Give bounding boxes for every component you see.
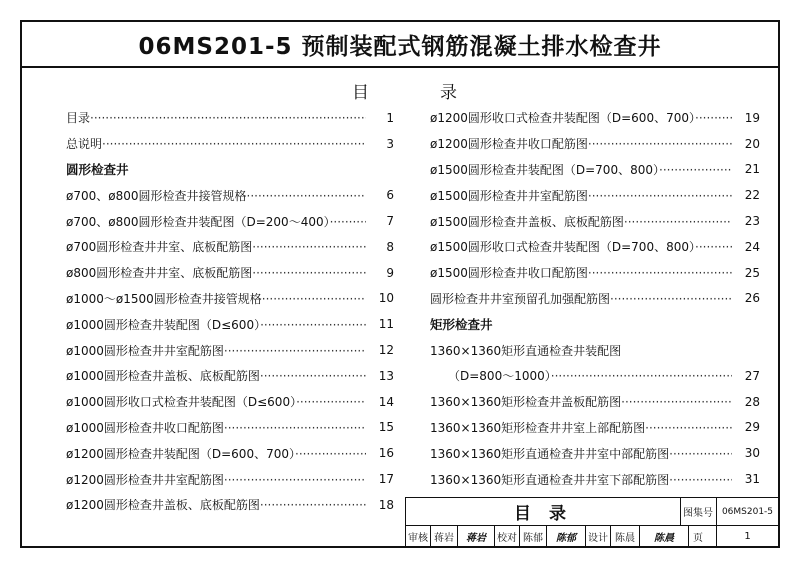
toc-entry-title: ø1000圆形检查井收口配筋图 ····· bbox=[66, 419, 366, 436]
toc-entry bbox=[66, 311, 394, 337]
atlas-number-value: 06MS201-5 bbox=[716, 498, 779, 526]
toc-entry bbox=[430, 234, 760, 260]
toc-entry bbox=[66, 105, 394, 131]
toc-entry bbox=[430, 131, 760, 157]
toc-entry-title: ø1500圆形检查井收口配筋图 ····· bbox=[430, 264, 732, 281]
toc-entry bbox=[430, 105, 760, 131]
toc-entry-page: 30 bbox=[732, 446, 760, 460]
toc-entry-page: 21 bbox=[732, 162, 760, 176]
design-name: 陈晨 bbox=[611, 526, 640, 546]
toc-entry-title: ø1500圆形检查井井室配筋图 ····· bbox=[430, 187, 732, 204]
page-title: 06MS201-5 预制装配式钢筋混凝土排水检查井 bbox=[22, 22, 778, 68]
toc-entry-title: 圆形检查井井室预留孔加强配筋图 ····· bbox=[430, 290, 732, 307]
toc-entry-title: 矩形检查井 bbox=[430, 317, 493, 333]
title-block-name: 目 录 bbox=[406, 498, 681, 526]
toc-entry-title: 圆形检查井 bbox=[66, 162, 129, 178]
heading-right: 录 bbox=[440, 83, 457, 103]
page-number: 1 bbox=[744, 530, 751, 542]
review-name: 蒋岩 bbox=[431, 526, 458, 546]
review-label: 审核 bbox=[406, 526, 431, 546]
toc-entry-title: 1360×1360矩形直通检查井井室下部配筋图 ····· bbox=[430, 471, 732, 488]
check-label: 校对 bbox=[495, 526, 520, 546]
toc-entry-title: ø700、ø800圆形检查井接管规格 ····· bbox=[66, 187, 366, 204]
toc-entry-title: 总说明 ····· bbox=[66, 135, 366, 152]
toc-entry-title: ø1200圆形收口式检查井装配图（D=600、700） ····· bbox=[430, 109, 732, 126]
contents-right-column bbox=[430, 105, 760, 492]
toc-entry-title: ø1000圆形检查井盖板、底板配筋图 ····· bbox=[66, 367, 366, 384]
toc-entry bbox=[66, 131, 394, 157]
toc-entry-title: ø1000圆形检查井井室配筋图 ····· bbox=[66, 342, 366, 359]
toc-entry bbox=[430, 286, 760, 312]
toc-entry-page: 23 bbox=[732, 214, 760, 228]
toc-entry-title: ø1200圆形检查井收口配筋图 ····· bbox=[430, 135, 732, 152]
toc-entry-page: 3 bbox=[366, 137, 394, 151]
toc-entry bbox=[66, 466, 394, 492]
toc-entry bbox=[430, 415, 760, 441]
toc-entry bbox=[66, 337, 394, 363]
toc-entry-page: 12 bbox=[366, 343, 394, 357]
toc-entry bbox=[430, 182, 760, 208]
toc-entry-page: 11 bbox=[366, 317, 394, 331]
heading-left: 目 bbox=[352, 83, 369, 103]
toc-entry-page: 20 bbox=[732, 137, 760, 151]
toc-entry bbox=[66, 492, 394, 518]
toc-entry bbox=[430, 389, 760, 415]
check-signature: 陈郁 bbox=[547, 526, 586, 546]
toc-entry bbox=[430, 337, 760, 363]
toc-entry-page: 27 bbox=[732, 369, 760, 383]
toc-entry-title: 目录 ····· bbox=[66, 109, 366, 126]
toc-entry-page: 8 bbox=[366, 240, 394, 254]
toc-entry-page: 15 bbox=[366, 420, 394, 434]
toc-entry-page: 19 bbox=[732, 111, 760, 125]
toc-entry bbox=[66, 182, 394, 208]
toc-entry bbox=[430, 440, 760, 466]
title-block bbox=[405, 497, 779, 546]
toc-entry-page: 29 bbox=[732, 420, 760, 434]
toc-entry-page: 26 bbox=[732, 291, 760, 305]
toc-entry-title: ø1000～ø1500圆形检查井接管规格 ····· bbox=[66, 290, 366, 307]
review-signature: 蒋岩 bbox=[458, 526, 495, 546]
toc-entry-title: ø1200圆形检查井井室配筋图 ····· bbox=[66, 471, 366, 488]
toc-entry-page: 18 bbox=[366, 498, 394, 512]
section-heading bbox=[430, 311, 760, 337]
toc-entry bbox=[66, 415, 394, 441]
toc-entry-title: 1360×1360矩形直通检查井井室中部配筋图 ····· bbox=[430, 445, 732, 462]
design-signature: 陈晨 bbox=[640, 526, 689, 546]
toc-entry-page: 14 bbox=[366, 395, 394, 409]
toc-entry-title: ø700、ø800圆形检查井装配图（D=200～400） ····· bbox=[66, 213, 366, 230]
toc-entry bbox=[66, 389, 394, 415]
toc-entry-title: ø1200圆形检查井盖板、底板配筋图 ····· bbox=[66, 496, 366, 513]
contents-left-column bbox=[66, 105, 394, 518]
toc-entry-page: 22 bbox=[732, 188, 760, 202]
toc-entry bbox=[66, 208, 394, 234]
toc-entry-page: 10 bbox=[366, 291, 394, 305]
check-name: 陈郁 bbox=[520, 526, 547, 546]
atlas-number-label: 图集号 bbox=[680, 498, 717, 526]
toc-entry-title: ø1500圆形检查井装配图（D=700、800） ····· bbox=[430, 161, 732, 178]
toc-entry-page: 16 bbox=[366, 446, 394, 460]
toc-entry-page: 24 bbox=[732, 240, 760, 254]
toc-entry-title: 1360×1360矩形检查井盖板配筋图 ····· bbox=[430, 393, 732, 410]
toc-entry-title: ø800圆形检查井井室、底板配筋图 ····· bbox=[66, 264, 366, 281]
toc-entry-page: 7 bbox=[366, 214, 394, 228]
toc-entry bbox=[66, 260, 394, 286]
toc-entry bbox=[66, 286, 394, 312]
toc-entry-title: ø1000圆形收口式检查井装配图（D≤600） ····· bbox=[66, 393, 366, 410]
toc-entry-page: 9 bbox=[366, 266, 394, 280]
toc-entry-title: ø1500圆形收口式检查井装配图（D=700、800） ····· bbox=[430, 238, 732, 255]
section-heading bbox=[66, 157, 394, 183]
toc-entry-title: （D=800～1000） ····· bbox=[430, 367, 732, 384]
toc-entry bbox=[430, 363, 760, 389]
toc-entry bbox=[66, 234, 394, 260]
toc-entry-title: ø1500圆形检查井盖板、底板配筋图 ····· bbox=[430, 213, 732, 230]
page-label: 页 bbox=[680, 526, 717, 546]
toc-entry-page: 25 bbox=[732, 266, 760, 280]
drawing-frame bbox=[20, 20, 780, 548]
toc-entry bbox=[430, 260, 760, 286]
toc-entry-page: 13 bbox=[366, 369, 394, 383]
toc-entry-title: 1360×1360矩形检查井井室上部配筋图 ····· bbox=[430, 419, 732, 436]
toc-entry bbox=[430, 208, 760, 234]
toc-entry-title: 1360×1360矩形直通检查井装配图 bbox=[430, 343, 622, 358]
toc-entry-page: 31 bbox=[732, 472, 760, 486]
toc-entry-page: 1 bbox=[366, 111, 394, 125]
toc-entry-page: 28 bbox=[732, 395, 760, 409]
toc-entry bbox=[430, 157, 760, 183]
design-label: 设计 bbox=[586, 526, 611, 546]
toc-entry bbox=[430, 466, 760, 492]
toc-entry-page: 17 bbox=[366, 472, 394, 486]
toc-entry-title: ø1000圆形检查井装配图（D≤600） ····· bbox=[66, 316, 366, 333]
toc-entry-title: ø1200圆形检查井装配图（D=600、700） ····· bbox=[66, 445, 366, 462]
signature-row bbox=[406, 526, 689, 546]
toc-entry-page: 6 bbox=[366, 188, 394, 202]
toc-entry bbox=[66, 440, 394, 466]
toc-entry-title: ø700圆形检查井井室、底板配筋图 ····· bbox=[66, 238, 366, 255]
toc-entry bbox=[66, 363, 394, 389]
